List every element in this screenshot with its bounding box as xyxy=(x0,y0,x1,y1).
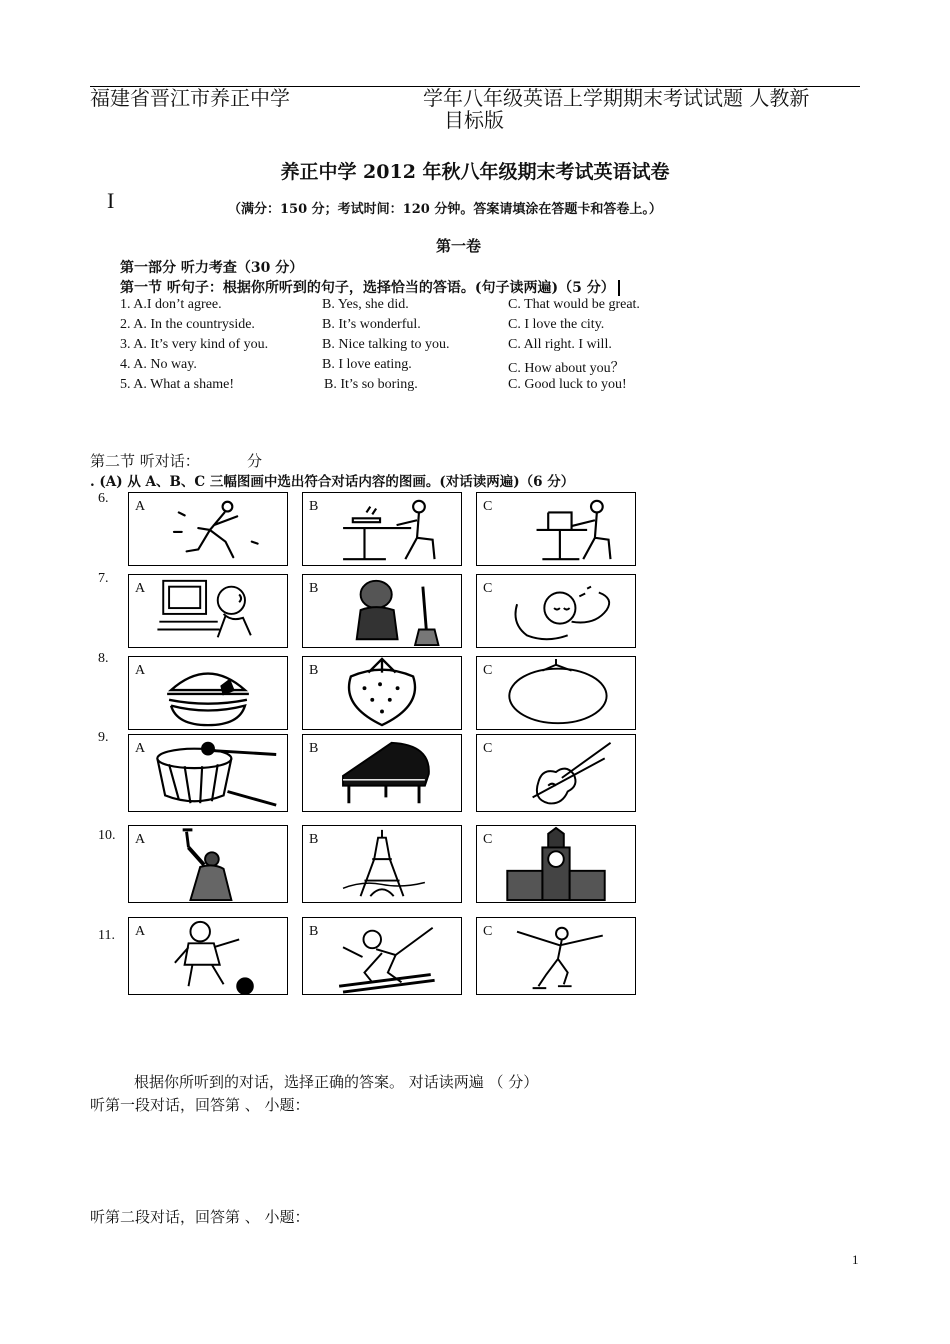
option-label: A xyxy=(135,499,146,514)
statue-of-liberty-icon xyxy=(129,826,287,902)
skater-icon xyxy=(477,918,635,994)
section2-heading-score: 分 xyxy=(247,452,263,470)
picture-q11-b[interactable] xyxy=(302,917,462,995)
option-label: C xyxy=(483,581,493,596)
option-label: A xyxy=(135,832,146,847)
picture-q11-a[interactable] xyxy=(128,917,288,995)
football-player-icon xyxy=(129,918,287,994)
picture-q7-b[interactable] xyxy=(302,574,462,648)
picture-q10-c[interactable] xyxy=(476,825,636,903)
page-number: 1 xyxy=(852,1252,859,1267)
tomato-icon xyxy=(477,657,635,729)
q5-option-a: 5. A. What a shame! xyxy=(120,377,235,392)
picture-q6-c[interactable] xyxy=(476,492,636,566)
q3-option-c: C. All right. I will. xyxy=(508,337,612,352)
header-school: 福建省晋江市养正中学 xyxy=(90,86,290,110)
q1-option-b: B. Yes, she did. xyxy=(322,297,409,312)
option-label: A xyxy=(135,663,146,678)
picture-q10-number: 10. xyxy=(98,828,116,843)
picture-q6-a[interactable] xyxy=(128,492,288,566)
option-label: C xyxy=(483,924,493,939)
q1-option-a: 1. A.I don’t agree. xyxy=(120,297,222,312)
option-label: A xyxy=(135,581,146,596)
option-label: A xyxy=(135,924,146,939)
picture-q11-c[interactable] xyxy=(476,917,636,995)
picture-q9-b[interactable] xyxy=(302,734,462,812)
big-ben-icon xyxy=(477,826,635,902)
part1-heading: 第一部分 听力考查（30 分） xyxy=(120,260,304,276)
picture-q7-a[interactable] xyxy=(128,574,288,648)
picture-q7-number: 7. xyxy=(98,571,109,586)
computer-user-icon xyxy=(129,575,287,647)
picture-q6-b[interactable] xyxy=(302,492,462,566)
volume-label: 第一卷 xyxy=(436,237,482,255)
q3-option-b: B. Nice talking to you. xyxy=(322,337,450,352)
picture-q8-number: 8. xyxy=(98,651,109,666)
option-label: C xyxy=(483,663,493,678)
option-label: C xyxy=(483,832,493,847)
caret-bar xyxy=(618,280,620,296)
option-label: A xyxy=(135,741,146,756)
skier-icon xyxy=(303,918,461,994)
picture-q9-number: 9. xyxy=(98,730,109,745)
q2-option-a: 2. A. In the countryside. xyxy=(120,317,255,332)
picture-q11-number: 11. xyxy=(98,928,115,943)
violin-icon xyxy=(477,735,635,811)
picture-q9-a[interactable] xyxy=(128,734,288,812)
picture-q8-c[interactable] xyxy=(476,656,636,730)
q5-option-c: C. Good luck to you! xyxy=(508,377,627,392)
option-label: B xyxy=(309,499,319,514)
option-label: B xyxy=(309,741,319,756)
q1-option-c: C. That would be great. xyxy=(508,297,640,312)
option-label: B xyxy=(309,581,319,596)
picture-q7-c[interactable] xyxy=(476,574,636,648)
picture-q9-c[interactable] xyxy=(476,734,636,812)
q2-option-b: B. It’s wonderful. xyxy=(322,317,421,332)
picture-q8-b[interactable] xyxy=(302,656,462,730)
hamburger-icon xyxy=(129,657,287,729)
q3-option-a: 3. A. It’s very kind of you. xyxy=(120,337,269,352)
text-cursor-icon: I xyxy=(107,188,115,213)
exam-subtitle: （满分：150 分；考试时间：120 分钟。答案请填涂在答题卡和答卷上。） xyxy=(228,202,662,217)
eiffel-tower-icon xyxy=(303,826,461,902)
option-label: B xyxy=(309,663,319,678)
sweeping-boy-icon xyxy=(303,575,461,647)
typing-figure-icon xyxy=(477,493,635,565)
option-label: C xyxy=(483,499,493,514)
q2-option-c: C. I love the city. xyxy=(508,317,605,332)
q4-option-b: B. I love eating. xyxy=(322,357,412,372)
option-label: C xyxy=(483,741,493,756)
section2-heading: 第二节 听对话： xyxy=(90,452,200,470)
section2-part-a-instructions: . (A) 从 A、B、C 三幅图画中选出符合对话内容的图画。(对话读两遍)（6 分） xyxy=(90,474,575,490)
section2-part-b-instructions: 根据你所听到的对话，选择正确的答案。 对话读两遍 （ 分） xyxy=(134,1073,539,1091)
picture-q6-number: 6. xyxy=(98,491,109,506)
q4-option-c: C. How about you？ xyxy=(508,361,625,376)
section1-heading xyxy=(120,277,620,297)
header-title-line2: 目标版 xyxy=(444,108,504,132)
exam-title: 养正中学 2012 年秋八年级期末考试英语试卷 xyxy=(280,161,670,183)
picture-q10-a[interactable] xyxy=(128,825,288,903)
option-label: B xyxy=(309,832,319,847)
picture-q10-b[interactable] xyxy=(302,825,462,903)
sleeping-child-icon xyxy=(477,575,635,647)
dialog2-prompt: 听第二段对话，回答第 、 小题： xyxy=(90,1208,310,1226)
option-label: B xyxy=(309,924,319,939)
q4-option-a: 4. A. No way. xyxy=(120,357,197,372)
header-title-line1: 学年八年级英语上学期期末考试试题 人教新 xyxy=(423,86,810,110)
q5-option-b: B. It’s so boring. xyxy=(324,377,418,392)
drum-icon xyxy=(129,735,287,811)
cooking-figure-icon xyxy=(303,493,461,565)
running-figure-icon xyxy=(129,493,287,565)
picture-q8-a[interactable] xyxy=(128,656,288,730)
dialog1-prompt: 听第一段对话，回答第 、 小题： xyxy=(90,1096,310,1114)
section1-heading-text: 第一节 听句子：根据你所听到的句子，选择恰当的答语。(句子读两遍)（5 分） xyxy=(120,280,615,296)
piano-icon xyxy=(303,735,461,811)
strawberry-icon xyxy=(303,657,461,729)
